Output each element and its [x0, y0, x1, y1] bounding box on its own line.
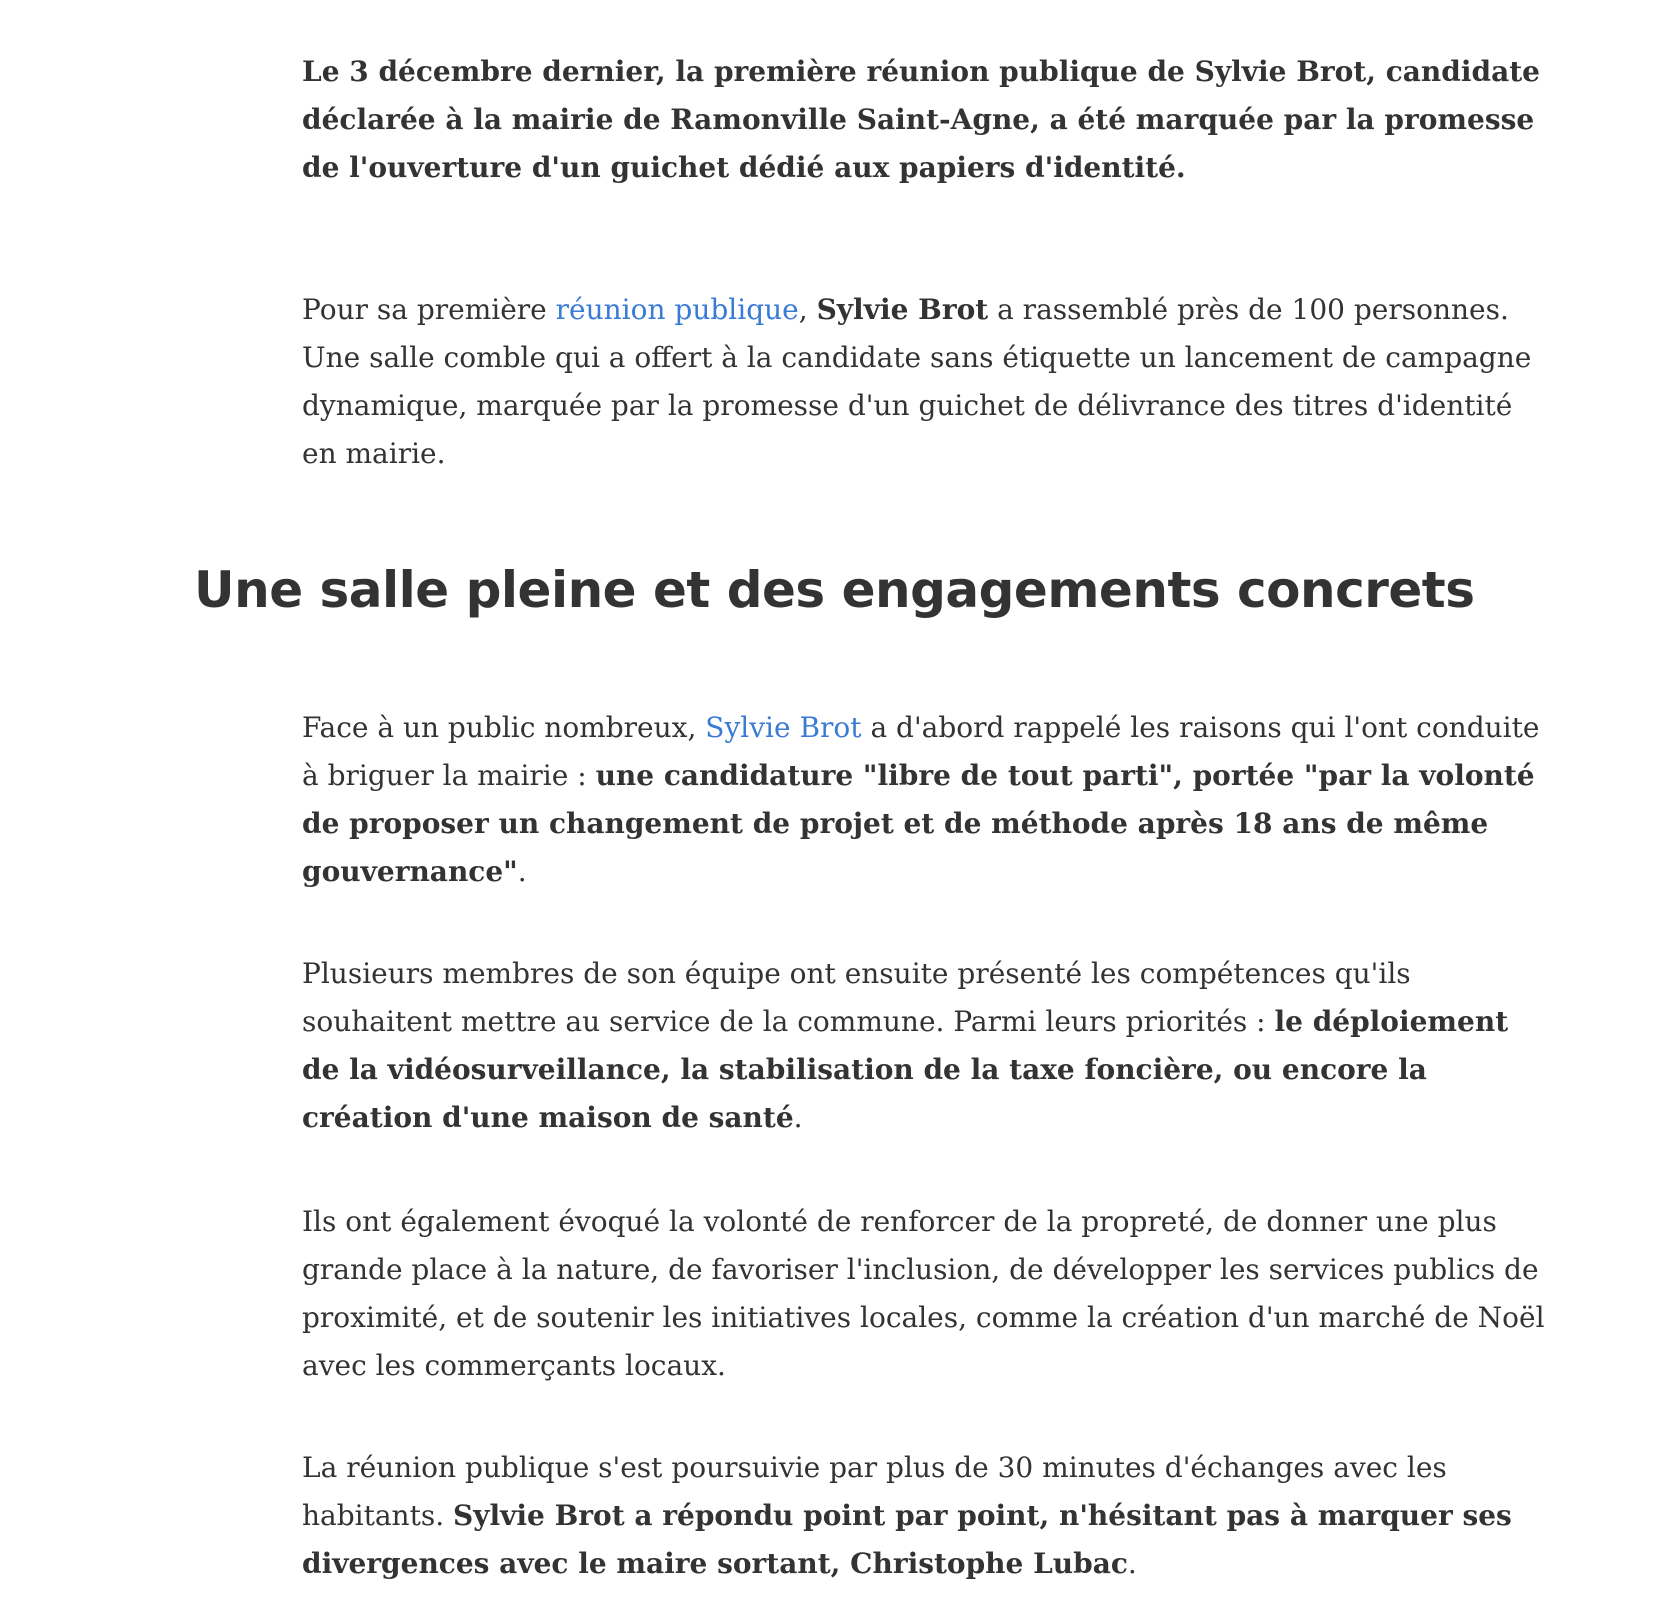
p3-text: Plusieurs membres de son équipe ont ensuite présenté les compétences qu'ils souhaitent mettre au service de la commune. Parmi leurs priorités :	[302, 957, 1411, 1038]
p1-bold-name: Sylvie Brot	[816, 293, 989, 326]
article-lede: Le 3 décembre dernier, la première réunion publique de Sylvie Brot, candidate déclarée à la mairie de Ramonville Saint-Agne, a été marquée par la promesse de l'ouverture d'un guichet dédié aux papiers d'identité.	[302, 55, 1540, 184]
section-heading: Une salle pleine et des engagements concrets	[194, 561, 1475, 619]
p3-period: .	[793, 1101, 803, 1134]
p5-bold-text: Sylvie Brot a répondu point par point, n'hésitant pas à marquer ses divergences avec le maire sortant, Christophe Lubac	[302, 1499, 1512, 1580]
p2-period: .	[517, 855, 527, 888]
reunion-publique-link[interactable]: réunion publique	[555, 293, 799, 326]
paragraph-1	[302, 286, 1542, 478]
p1-comma: ,	[798, 293, 817, 326]
sylvie-brot-link[interactable]: Sylvie Brot	[705, 711, 862, 744]
p2-bold-quote: une candidature "libre de tout parti", portée "par la volonté de proposer un changement de projet et de méthode après 18 ans de même gouvernance"	[302, 759, 1535, 888]
paragraph-4	[302, 1198, 1572, 1390]
p3-bold-priorities: le déploiement de la vidéosurveillance, la stabilisation de la taxe foncière, ou encore la création d'une maison de santé	[302, 1005, 1509, 1134]
p5-period: .	[1127, 1547, 1137, 1580]
p4-text: Ils ont également évoqué la volonté de renforcer de la propreté, de donner une plus grande place à la nature, de favoriser l'inclusion, de développer les services publics de proximité, et de soutenir les initiatives locales, comme la création d'un marché de Noël avec les commerçants locaux.	[302, 1205, 1545, 1382]
p5-text: La réunion publique s'est poursuivie par plus de 30 minutes d'échanges avec les habitants.	[302, 1451, 1447, 1532]
p1-text-rest: a rassemblé près de 100 personnes. Une salle comble qui a offert à la candidate sans étiquette un lancement de campagne dynamique, marquée par la promesse d'un guichet de délivrance des titres d'identité en mairie.	[302, 293, 1532, 470]
paragraph-5	[302, 1444, 1572, 1588]
p2-text-middle: a d'abord rappelé les raisons qui l'ont conduite à briguer la mairie :	[302, 711, 1540, 792]
p1-text-start: Pour sa première	[302, 293, 556, 326]
paragraph-3	[302, 950, 1552, 1142]
p2-text-start: Face à un public nombreux,	[302, 711, 706, 744]
paragraph-2	[302, 704, 1542, 896]
